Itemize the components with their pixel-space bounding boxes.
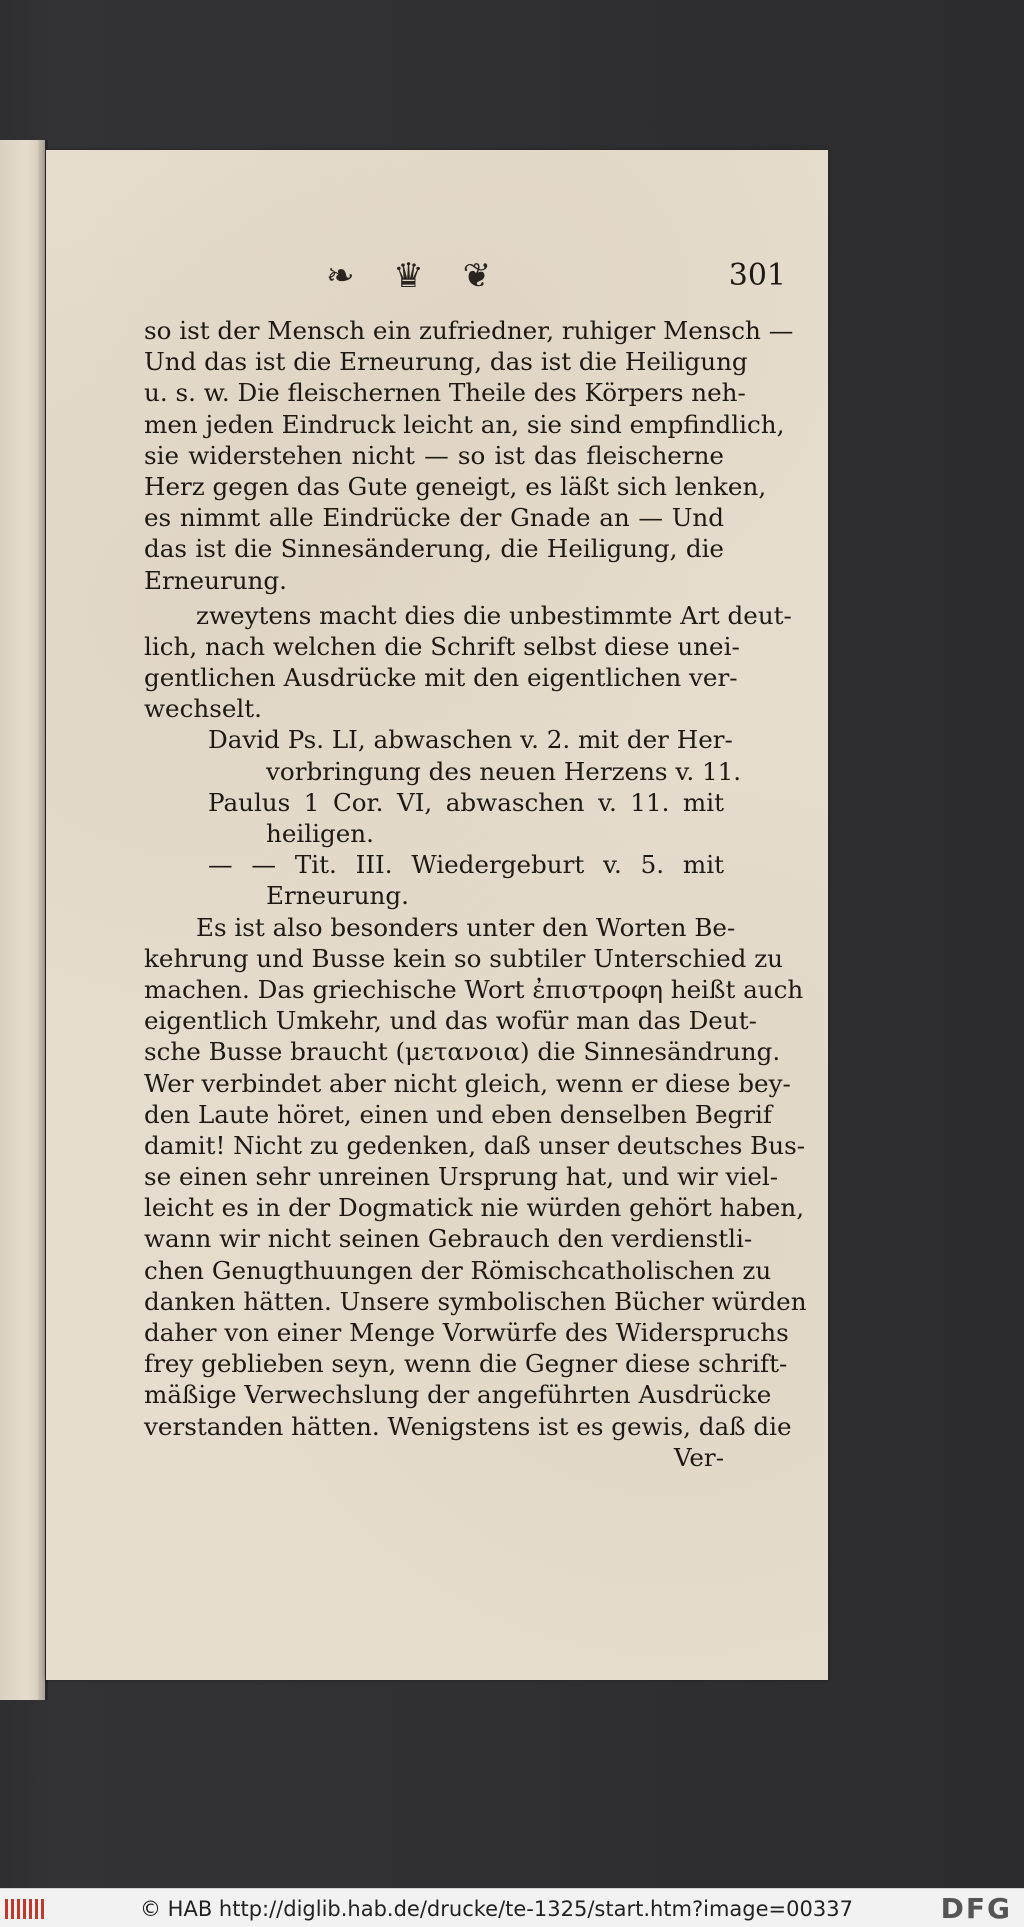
text-line: verstanden hätten. Wenigstens ist es gewis, daß die: [144, 1411, 792, 1441]
text-line: sche Busse braucht (μετανοια) die Sinnesändrung.: [144, 1037, 781, 1067]
text-line: damit! Nicht zu gedenken, daß unser deutsches Bus-: [144, 1130, 806, 1160]
text-line: Wer verbindet aber nicht gleich, wenn er diese bey-: [144, 1068, 791, 1098]
text-line: Und das ist die Erneurung, das ist die Heiligung: [144, 347, 748, 377]
text-line: so ist der Mensch ein zufriedner, ruhiger Mensch —: [144, 316, 794, 345]
library-logo-icon: [4, 1897, 48, 1921]
text-line: sie widerstehen nicht — so ist das fleischerne: [144, 440, 724, 470]
book-page: [46, 150, 828, 1680]
text-line: frey geblieben seyn, wenn die Gegner diese schrift-: [144, 1349, 788, 1379]
text-line: leicht es in der Dogmatick nie würden gehört haben,: [144, 1193, 805, 1223]
text-line: men jeden Eindruck leicht an, sie sind empfindlich,: [144, 409, 785, 439]
viewer-footer: [0, 1888, 1024, 1927]
text-line: machen. Das griechische Wort ἐπιστροφη heißt auch: [144, 974, 804, 1004]
text-line: vorbringung des neuen Herzens v. 11.: [266, 756, 742, 786]
text-line: eigentlich Umkehr, und das wofür man das Deut-: [144, 1006, 757, 1036]
header-ornament: ❧ ♛ ❦: [326, 256, 506, 296]
text-line: wechselt.: [144, 694, 262, 724]
text-line: kehrung und Busse kein so subtiler Unterschied zu: [144, 943, 784, 973]
page-number: 301: [728, 258, 786, 293]
text-line: Es ist also besonders unter den Worten Be-: [196, 912, 736, 942]
text-line: David Ps. LI, abwaschen v. 2. mit der Her-: [208, 725, 733, 755]
text-line: wann wir nicht seinen Gebrauch den verdienstli-: [144, 1224, 753, 1254]
text-line: das ist die Sinnesänderung, die Heiligung, die: [144, 534, 724, 564]
text-line: chen Genugthuungen der Römischcatholischen zu: [144, 1255, 772, 1285]
text-line: lich, nach welchen die Schrift selbst diese unei-: [144, 631, 740, 661]
text-line: danken hätten. Unsere symbolischen Bücher würden: [144, 1286, 807, 1316]
text-line: u. s. w. Die fleischernen Theile des Körpers neh-: [144, 378, 746, 408]
text-line: se einen sehr unreinen Ursprung hat, und wir viel-: [144, 1162, 779, 1192]
text-line: daher von einer Menge Vorwürfe des Widerspruchs: [144, 1318, 789, 1347]
page-text: [144, 315, 807, 1473]
text-line: Erneurung.: [144, 565, 287, 595]
text-line: Paulus 1 Cor. VI, abwaschen v. 11. mit: [208, 787, 724, 817]
catchword: Ver-: [673, 1442, 724, 1472]
text-line: zweytens macht dies die unbestimmte Art deut-: [196, 600, 792, 630]
text-line: Erneurung.: [266, 881, 409, 911]
text-line: mäßige Verwechslung der angeführten Ausdrücke: [144, 1380, 772, 1410]
text-line: Herz gegen das Gute geneigt, es läßt sich lenken,: [144, 471, 767, 501]
text-line: es nimmt alle Eindrücke der Gnade an — Und: [144, 503, 724, 533]
text-line: gentlichen Ausdrücke mit den eigentlichen ver-: [144, 663, 738, 693]
text-line: — — Tit. III. Wiedergeburt v. 5. mit: [208, 850, 724, 880]
text-line: heiligen.: [266, 819, 374, 848]
text-line: den Laute höret, einen und eben denselben Begrif: [144, 1099, 772, 1129]
dfg-logo: DFG: [940, 1892, 1012, 1925]
source-credit: © HAB http://diglib.hab.de/drucke/te-1325/start.htm?image=00337: [140, 1897, 853, 1921]
page-header: [246, 250, 786, 300]
